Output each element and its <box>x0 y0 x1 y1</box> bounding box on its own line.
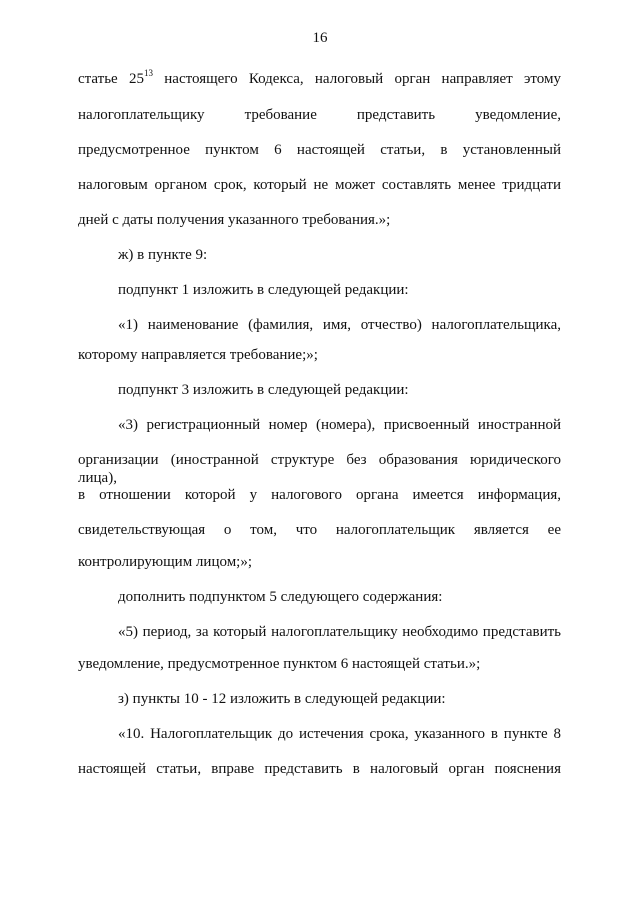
text-fragment: статье 25 <box>78 71 144 87</box>
text-line-2: налогоплательщику требование представить уведомление, <box>78 107 561 123</box>
text-line-8: «1) наименование (фамилия, имя, отчество) налогоплательщика, <box>118 317 561 333</box>
text-line-14: свидетельствующая о том, что налогоплательщик является ее <box>78 522 561 538</box>
page-number: 16 <box>312 30 328 46</box>
text-line-6: ж) в пункте 9: <box>118 247 208 263</box>
text-line-12: организации (иностранной структуре без образования юридического лица), <box>78 452 561 486</box>
text-line-11: «3) регистрационный номер (номера), присвоенный иностранной <box>118 417 561 433</box>
text-line-21: настоящей статьи, вправе представить в налоговый орган пояснения <box>78 761 561 777</box>
text-line-18: уведомление, предусмотренное пунктом 6 настоящей статьи.»; <box>78 656 481 672</box>
text-line-5: дней с даты получения указанного требования.»; <box>78 212 391 228</box>
text-line-13: в отношении которой у налогового органа имеется информация, <box>78 487 561 503</box>
text-line-19: з) пункты 10 - 12 изложить в следующей редакции: <box>118 691 446 707</box>
text-line-9: которому направляется требование;»; <box>78 347 318 363</box>
text-line-15: контролирующим лицом;»; <box>78 554 253 570</box>
text-line-17: «5) период, за который налогоплательщику необходимо представить <box>118 624 561 640</box>
superscript: 13 <box>144 68 153 78</box>
text-line-10: подпункт 3 изложить в следующей редакции: <box>118 382 409 398</box>
text-line-7: подпункт 1 изложить в следующей редакции: <box>118 282 409 298</box>
text-line-16: дополнить подпунктом 5 следующего содержания: <box>118 589 443 605</box>
text-line-3: предусмотренное пунктом 6 настоящей статьи, в установленный <box>78 142 561 158</box>
text-fragment: настоящего Кодекса, налоговый орган направляет этому <box>153 71 561 87</box>
text-line-20: «10. Налогоплательщик до истечения срока, указанного в пункте 8 <box>118 726 561 742</box>
text-line-4: налоговым органом срок, который не может составлять менее тридцати <box>78 177 561 193</box>
text-line-1 <box>78 70 561 88</box>
